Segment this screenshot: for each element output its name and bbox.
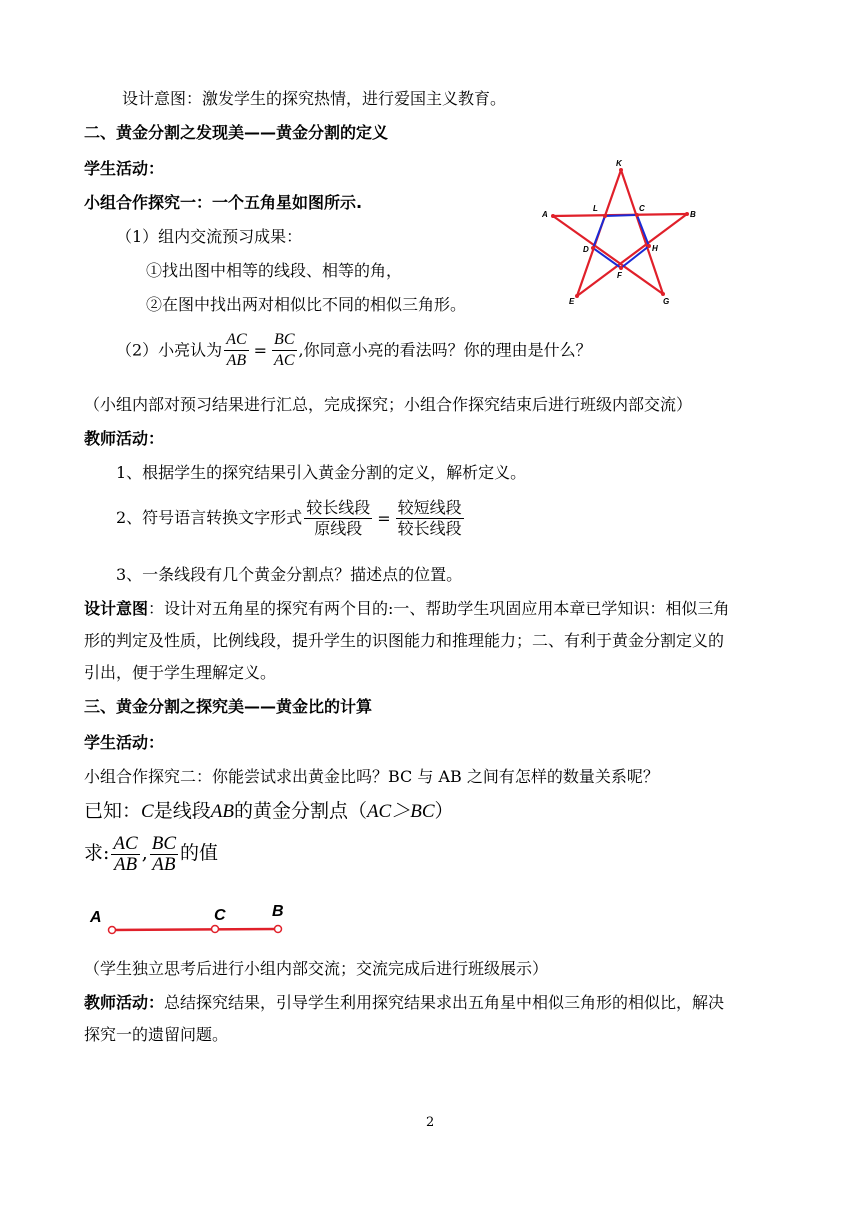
- star-label-g: G: [663, 297, 670, 306]
- teacher-step-2: [116, 496, 466, 541]
- star-point-b: [685, 212, 689, 216]
- fraction-find-ab-2: AB: [152, 853, 176, 875]
- step-2-prefix: （2）小亮认为: [116, 340, 223, 360]
- fraction-ac-ab: [224, 330, 248, 371]
- known-mid: 是线段: [153, 800, 211, 822]
- page-number: 2: [426, 1115, 435, 1130]
- star-label-f: F: [617, 271, 622, 280]
- teacher-step-1: 1、根据学生的探究结果引入黄金分割的定义，解析定义。: [116, 463, 527, 482]
- fraction-ac-ab-num: AC: [224, 330, 248, 351]
- teacher-final-label: 教师活动：: [84, 993, 165, 1012]
- student-activity-label-2: 学生活动：: [84, 733, 165, 752]
- explore-1-item-1: ①找出图中相等的线段、相等的角，: [146, 261, 403, 280]
- star-label-c: C: [639, 204, 645, 213]
- group-note: （小组内部对预习结果进行汇总，完成探究；小组合作探究结束后进行班级内部交流）: [84, 395, 693, 414]
- segment-ab: [112, 929, 278, 930]
- star-inner-pentagon: [593, 215, 649, 268]
- section-2-title: 二、黄金分割之发现美——黄金分割的定义: [84, 123, 389, 142]
- known-segment-ab: AB: [210, 801, 234, 822]
- explore-1-step-1: （1）组内交流预习成果：: [116, 227, 303, 246]
- star-label-k: K: [616, 159, 622, 168]
- fraction-longer-den-text: 较长线段: [397, 519, 462, 538]
- section-3-title: 三、黄金分割之探究美——黄金比的计算: [84, 697, 373, 716]
- segment-point-c: [212, 926, 219, 933]
- explore-1-title-text: 小组合作探究一：一个五角星如图所示.: [84, 193, 363, 212]
- segment-label-a: A: [90, 909, 102, 926]
- explore-1-step-2: [116, 328, 592, 373]
- fraction-bc-ac-num: BC: [272, 330, 296, 351]
- star-point-a: [551, 214, 555, 218]
- known-point-c: C: [141, 801, 154, 822]
- star-label-a: A: [542, 210, 548, 219]
- teacher-final-text-1: 总结探究结果，引导学生利用探究结果求出五角星中相似三角形的相似比，解决: [164, 993, 725, 1012]
- design-intent-1: 设计意图：激发学生的探究热情，进行爱国主义教育。: [122, 89, 507, 108]
- segment-point-b: [275, 926, 282, 933]
- find-prefix: 求:: [84, 842, 110, 864]
- teacher-step-3: 3、一条线段有几个黄金分割点？描述点的位置。: [116, 565, 463, 584]
- student-activity-label: 学生活动：: [84, 159, 165, 178]
- fraction-find-ac: AC: [113, 832, 138, 854]
- segment-label-c: C: [214, 907, 226, 924]
- star-point-g: [661, 292, 665, 296]
- design-intent-2-label: 设计意图: [84, 599, 149, 618]
- fraction-shorter-text: 较短线段: [397, 498, 462, 517]
- star-label-e: E: [569, 297, 575, 306]
- fraction-find-ac-ab: [111, 834, 139, 875]
- fraction-find-bc: BC: [151, 832, 177, 854]
- known-suffix: 的黄金分割点（: [233, 800, 367, 822]
- fraction-find-ab-1: AB: [113, 853, 138, 875]
- star-edge-kg: [621, 170, 663, 294]
- star-point-e: [575, 294, 579, 298]
- fraction-ac-ab-den: AB: [226, 352, 247, 369]
- fraction-longer-text: 较长线段: [306, 498, 371, 517]
- fraction-bc-ac: [272, 330, 296, 371]
- design-intent-2-line-1: [84, 598, 729, 620]
- star-label-b: B: [690, 210, 696, 219]
- star-label-l: L: [593, 204, 598, 213]
- segment-acb-diagram: [84, 898, 324, 948]
- pentagram-diagram: [535, 158, 735, 308]
- fraction-longer-original: [304, 498, 372, 539]
- teacher-final-line-2: 探究一的遗留问题。: [84, 1025, 229, 1044]
- fraction-find-bc-ab: [150, 834, 178, 875]
- step-2-suffix: ,你同意小亮的看法吗？你的理由是什么？: [298, 340, 592, 360]
- design-intent-2-line-2: 形的判定及性质，比例线段，提升学生的识图能力和推理能力；二、有利于黄金分割定义的: [84, 631, 725, 650]
- star-edge-be: [577, 214, 687, 296]
- design-intent-2-line-3: 引出，便于学生理解定义。: [84, 663, 277, 682]
- teacher-step-2-prefix: 2、符号语言转换文字形式: [116, 508, 303, 527]
- fraction-original-text: 原线段: [314, 519, 363, 538]
- star-label-d: D: [583, 245, 589, 254]
- find-comma: ,: [141, 842, 148, 864]
- fraction-bc-ac-den: AC: [274, 352, 295, 369]
- explore-1-title: [84, 192, 362, 214]
- fraction-shorter-longer: [396, 498, 464, 539]
- explore-2: 小组合作探究二：你能尝试求出黄金比吗？BC 与 AB 之间有怎样的数量关系呢？: [84, 767, 659, 786]
- find-statement: [84, 830, 218, 876]
- star-point-k: [619, 168, 623, 172]
- known-statement: [84, 800, 454, 823]
- design-intent-2-text-1: ：设计对五角星的探究有两个目的:一、帮助学生巩固应用本章已学知识：相似三角: [148, 599, 730, 618]
- teacher-activity-label: 教师活动：: [84, 429, 165, 448]
- star-label-h: H: [652, 244, 658, 253]
- find-suffix: 的值: [180, 842, 219, 864]
- known-close: ）: [434, 800, 454, 822]
- star-point-l: [603, 214, 607, 218]
- equals-sign-2: =: [377, 508, 391, 528]
- known-prefix: 已知：: [84, 800, 142, 822]
- star-point-h: [647, 244, 651, 248]
- equals-sign-1: =: [253, 340, 268, 360]
- independent-note: （学生独立思考后进行小组内部交流；交流完成后进行班级展示）: [84, 959, 549, 978]
- teacher-final-line-1: [84, 992, 724, 1014]
- star-point-d: [591, 246, 595, 250]
- segment-point-a: [109, 927, 116, 934]
- star-point-f: [619, 266, 623, 270]
- star-point-c: [635, 213, 639, 217]
- star-edge-ag: [553, 216, 663, 294]
- explore-1-item-2: ②在图中找出两对相似比不同的相似三角形。: [146, 295, 467, 314]
- known-condition: AC＞BC: [366, 801, 435, 822]
- segment-label-b: B: [272, 903, 284, 920]
